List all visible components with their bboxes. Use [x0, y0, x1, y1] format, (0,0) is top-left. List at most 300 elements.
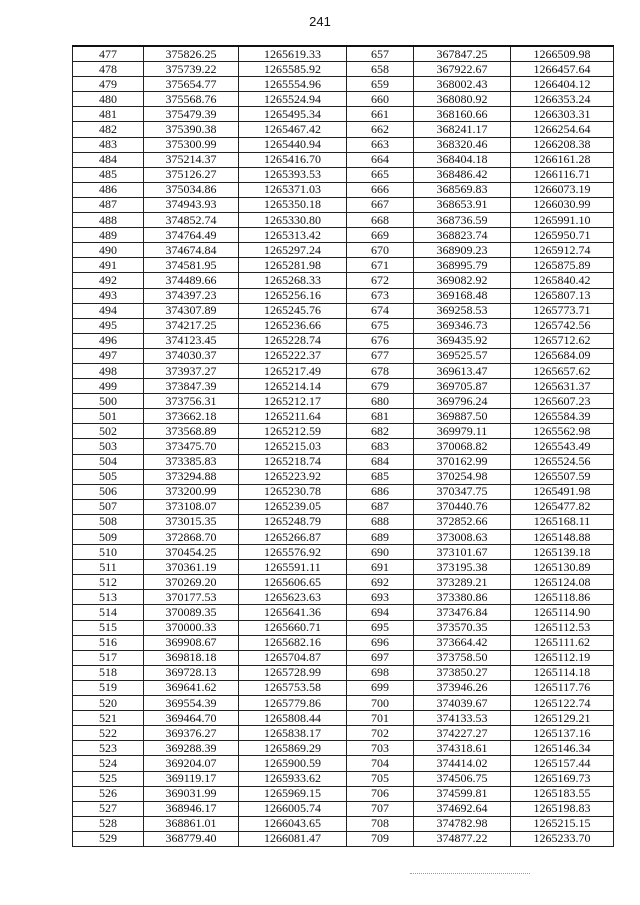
x-coordinate-cell: 370454.25	[144, 545, 239, 560]
point-number-cell: 526	[73, 786, 144, 801]
y-coordinate-cell: 1265183.55	[511, 786, 614, 801]
y-coordinate-cell: 1265684.09	[511, 348, 614, 363]
point-number-cell: 668	[347, 213, 414, 228]
point-number-cell: 522	[73, 726, 144, 741]
y-coordinate-cell: 1265585.92	[239, 62, 347, 77]
x-coordinate-cell: 374227.27	[414, 726, 511, 741]
y-coordinate-cell: 1265248.79	[239, 514, 347, 529]
y-coordinate-cell: 1265350.18	[239, 197, 347, 212]
y-coordinate-cell: 1265591.11	[239, 560, 347, 575]
x-coordinate-cell: 374217.25	[144, 318, 239, 333]
x-coordinate-cell: 370361.19	[144, 560, 239, 575]
x-coordinate-cell: 374852.74	[144, 213, 239, 228]
y-coordinate-cell: 1265169.73	[511, 771, 614, 786]
x-coordinate-cell: 374414.02	[414, 756, 511, 771]
y-coordinate-cell: 1265607.23	[511, 394, 614, 409]
y-coordinate-cell: 1265211.64	[239, 409, 347, 424]
x-coordinate-cell: 374674.84	[144, 243, 239, 258]
y-coordinate-cell: 1265641.36	[239, 605, 347, 620]
y-coordinate-cell: 1265118.86	[511, 590, 614, 605]
table-row	[73, 816, 614, 831]
y-coordinate-cell: 1265157.44	[511, 756, 614, 771]
x-coordinate-cell: 375826.25	[144, 46, 239, 62]
table-row	[73, 122, 614, 137]
point-number-cell: 487	[73, 197, 144, 212]
x-coordinate-cell: 373101.67	[414, 545, 511, 560]
x-coordinate-cell: 374489.66	[144, 273, 239, 288]
y-coordinate-cell: 1265969.15	[239, 786, 347, 801]
point-number-cell: 486	[73, 182, 144, 197]
x-coordinate-cell: 375126.27	[144, 167, 239, 182]
x-coordinate-cell: 369641.62	[144, 680, 239, 695]
point-number-cell: 679	[347, 379, 414, 394]
point-number-cell: 484	[73, 152, 144, 167]
table-row	[73, 243, 614, 258]
point-number-cell: 694	[347, 605, 414, 620]
x-coordinate-cell: 373946.26	[414, 680, 511, 695]
point-number-cell: 516	[73, 635, 144, 650]
x-coordinate-cell: 374123.45	[144, 333, 239, 348]
point-number-cell: 495	[73, 318, 144, 333]
y-coordinate-cell: 1266030.99	[511, 197, 614, 212]
x-coordinate-cell: 370068.82	[414, 439, 511, 454]
x-coordinate-cell: 374039.67	[414, 696, 511, 711]
point-number-cell: 523	[73, 741, 144, 756]
point-number-cell: 493	[73, 288, 144, 303]
y-coordinate-cell: 1265779.86	[239, 696, 347, 711]
y-coordinate-cell: 1266116.71	[511, 167, 614, 182]
x-coordinate-cell: 368823.74	[414, 228, 511, 243]
y-coordinate-cell: 1265623.63	[239, 590, 347, 605]
point-number-cell: 685	[347, 469, 414, 484]
y-coordinate-cell: 1265753.58	[239, 680, 347, 695]
y-coordinate-cell: 1265313.42	[239, 228, 347, 243]
table-row	[73, 575, 614, 590]
table-row	[73, 409, 614, 424]
point-number-cell: 502	[73, 424, 144, 439]
point-number-cell: 708	[347, 816, 414, 831]
table-row	[73, 831, 614, 846]
x-coordinate-cell: 373289.21	[414, 575, 511, 590]
x-coordinate-cell: 374581.95	[144, 258, 239, 273]
y-coordinate-cell: 1265239.05	[239, 499, 347, 514]
y-coordinate-cell: 1265682.16	[239, 635, 347, 650]
x-coordinate-cell: 370000.33	[144, 620, 239, 635]
point-number-cell: 705	[347, 771, 414, 786]
x-coordinate-cell: 370162.99	[414, 454, 511, 469]
point-number-cell: 500	[73, 394, 144, 409]
y-coordinate-cell: 1265212.59	[239, 424, 347, 439]
table-row	[73, 530, 614, 545]
point-number-cell: 695	[347, 620, 414, 635]
y-coordinate-cell: 1265416.70	[239, 152, 347, 167]
point-number-cell: 686	[347, 484, 414, 499]
table-row	[73, 167, 614, 182]
table-row	[73, 499, 614, 514]
x-coordinate-cell: 370089.35	[144, 605, 239, 620]
x-coordinate-cell: 368861.01	[144, 816, 239, 831]
x-coordinate-cell: 369887.50	[414, 409, 511, 424]
point-number-cell: 681	[347, 409, 414, 424]
point-number-cell: 658	[347, 62, 414, 77]
y-coordinate-cell: 1265215.15	[511, 816, 614, 831]
table-row	[73, 514, 614, 529]
y-coordinate-cell: 1265524.56	[511, 454, 614, 469]
point-number-cell: 688	[347, 514, 414, 529]
table-row	[73, 726, 614, 741]
x-coordinate-cell: 367922.67	[414, 62, 511, 77]
x-coordinate-cell: 369288.39	[144, 741, 239, 756]
point-number-cell: 482	[73, 122, 144, 137]
table-row	[73, 454, 614, 469]
x-coordinate-cell: 369908.67	[144, 635, 239, 650]
point-number-cell: 692	[347, 575, 414, 590]
point-number-cell: 704	[347, 756, 414, 771]
table-row	[73, 107, 614, 122]
y-coordinate-cell: 1265148.88	[511, 530, 614, 545]
y-coordinate-cell: 1265606.65	[239, 575, 347, 590]
x-coordinate-cell: 373568.89	[144, 424, 239, 439]
point-number-cell: 661	[347, 107, 414, 122]
x-coordinate-cell: 368653.91	[414, 197, 511, 212]
y-coordinate-cell: 1265268.33	[239, 273, 347, 288]
x-coordinate-cell: 373476.84	[414, 605, 511, 620]
point-number-cell: 517	[73, 650, 144, 665]
x-coordinate-cell: 369796.24	[414, 394, 511, 409]
point-number-cell: 699	[347, 680, 414, 695]
x-coordinate-cell: 369168.48	[414, 288, 511, 303]
x-coordinate-cell: 370254.98	[414, 469, 511, 484]
x-coordinate-cell: 369979.11	[414, 424, 511, 439]
y-coordinate-cell: 1265112.19	[511, 650, 614, 665]
y-coordinate-cell: 1265491.98	[511, 484, 614, 499]
y-coordinate-cell: 1266005.74	[239, 801, 347, 816]
point-number-cell: 669	[347, 228, 414, 243]
point-number-cell: 509	[73, 530, 144, 545]
point-number-cell: 667	[347, 197, 414, 212]
point-number-cell: 700	[347, 696, 414, 711]
point-number-cell: 519	[73, 680, 144, 695]
point-number-cell: 698	[347, 665, 414, 680]
table-row	[73, 484, 614, 499]
x-coordinate-cell: 369818.18	[144, 650, 239, 665]
y-coordinate-cell: 1265584.39	[511, 409, 614, 424]
table-row	[73, 801, 614, 816]
y-coordinate-cell: 1266303.31	[511, 107, 614, 122]
x-coordinate-cell: 374397.23	[144, 288, 239, 303]
table-row	[73, 333, 614, 348]
y-coordinate-cell: 1265236.66	[239, 318, 347, 333]
y-coordinate-cell: 1266509.98	[511, 46, 614, 62]
point-number-cell: 693	[347, 590, 414, 605]
y-coordinate-cell: 1265991.10	[511, 213, 614, 228]
y-coordinate-cell: 1265912.74	[511, 243, 614, 258]
point-number-cell: 676	[347, 333, 414, 348]
x-coordinate-cell: 374318.61	[414, 741, 511, 756]
point-number-cell: 664	[347, 152, 414, 167]
y-coordinate-cell: 1265266.87	[239, 530, 347, 545]
y-coordinate-cell: 1265117.76	[511, 680, 614, 695]
point-number-cell: 481	[73, 107, 144, 122]
table-row	[73, 228, 614, 243]
point-number-cell: 665	[347, 167, 414, 182]
point-number-cell: 697	[347, 650, 414, 665]
y-coordinate-cell: 1266081.47	[239, 831, 347, 846]
y-coordinate-cell: 1265111.62	[511, 635, 614, 650]
x-coordinate-cell: 374877.22	[414, 831, 511, 846]
x-coordinate-cell: 372868.70	[144, 530, 239, 545]
y-coordinate-cell: 1266457.64	[511, 62, 614, 77]
x-coordinate-cell: 375479.39	[144, 107, 239, 122]
x-coordinate-cell: 368002.43	[414, 77, 511, 92]
x-coordinate-cell: 368995.79	[414, 258, 511, 273]
x-coordinate-cell: 374782.98	[414, 816, 511, 831]
y-coordinate-cell: 1265139.18	[511, 545, 614, 560]
y-coordinate-cell: 1265704.87	[239, 650, 347, 665]
table-row	[73, 182, 614, 197]
table-row	[73, 620, 614, 635]
x-coordinate-cell: 368779.40	[144, 831, 239, 846]
x-coordinate-cell: 369082.92	[414, 273, 511, 288]
x-coordinate-cell: 375300.99	[144, 137, 239, 152]
y-coordinate-cell: 1265554.96	[239, 77, 347, 92]
point-number-cell: 687	[347, 499, 414, 514]
point-number-cell: 510	[73, 545, 144, 560]
y-coordinate-cell: 1265198.83	[511, 801, 614, 816]
point-number-cell: 498	[73, 363, 144, 378]
table-row	[73, 348, 614, 363]
point-number-cell: 682	[347, 424, 414, 439]
table-row	[73, 711, 614, 726]
x-coordinate-cell: 368909.23	[414, 243, 511, 258]
y-coordinate-cell: 1265807.13	[511, 288, 614, 303]
x-coordinate-cell: 373662.18	[144, 409, 239, 424]
x-coordinate-cell: 373664.42	[414, 635, 511, 650]
y-coordinate-cell: 1265112.53	[511, 620, 614, 635]
y-coordinate-cell: 1266404.12	[511, 77, 614, 92]
point-number-cell: 506	[73, 484, 144, 499]
y-coordinate-cell: 1265114.90	[511, 605, 614, 620]
point-number-cell: 709	[347, 831, 414, 846]
y-coordinate-cell: 1265215.03	[239, 439, 347, 454]
x-coordinate-cell: 373570.35	[414, 620, 511, 635]
point-number-cell: 479	[73, 77, 144, 92]
point-number-cell: 528	[73, 816, 144, 831]
x-coordinate-cell: 373015.35	[144, 514, 239, 529]
x-coordinate-cell: 368946.17	[144, 801, 239, 816]
y-coordinate-cell: 1265933.62	[239, 771, 347, 786]
point-number-cell: 678	[347, 363, 414, 378]
x-coordinate-cell: 374599.81	[414, 786, 511, 801]
x-coordinate-cell: 368080.92	[414, 92, 511, 107]
x-coordinate-cell: 374307.89	[144, 303, 239, 318]
bottom-dotted-line	[410, 873, 530, 874]
table-row	[73, 152, 614, 167]
y-coordinate-cell: 1266254.64	[511, 122, 614, 137]
x-coordinate-cell: 373385.83	[144, 454, 239, 469]
point-number-cell: 511	[73, 560, 144, 575]
table-row	[73, 741, 614, 756]
x-coordinate-cell: 375034.86	[144, 182, 239, 197]
table-row	[73, 258, 614, 273]
y-coordinate-cell: 1265256.16	[239, 288, 347, 303]
x-coordinate-cell: 373380.86	[414, 590, 511, 605]
x-coordinate-cell: 369554.39	[144, 696, 239, 711]
page-number: 241	[309, 14, 331, 29]
point-number-cell: 492	[73, 273, 144, 288]
table-row	[73, 756, 614, 771]
table-row	[73, 197, 614, 212]
y-coordinate-cell: 1266073.19	[511, 182, 614, 197]
table-row	[73, 303, 614, 318]
y-coordinate-cell: 1265146.34	[511, 741, 614, 756]
point-number-cell: 507	[73, 499, 144, 514]
y-coordinate-cell: 1265228.74	[239, 333, 347, 348]
x-coordinate-cell: 373200.99	[144, 484, 239, 499]
x-coordinate-cell: 369525.57	[414, 348, 511, 363]
x-coordinate-cell: 369204.07	[144, 756, 239, 771]
point-number-cell: 675	[347, 318, 414, 333]
x-coordinate-cell: 374506.75	[414, 771, 511, 786]
table-row	[73, 424, 614, 439]
point-number-cell: 503	[73, 439, 144, 454]
x-coordinate-cell: 373475.70	[144, 439, 239, 454]
point-number-cell: 489	[73, 228, 144, 243]
y-coordinate-cell: 1265660.71	[239, 620, 347, 635]
y-coordinate-cell: 1265168.11	[511, 514, 614, 529]
y-coordinate-cell: 1265900.59	[239, 756, 347, 771]
point-number-cell: 702	[347, 726, 414, 741]
table-row	[73, 137, 614, 152]
x-coordinate-cell: 375739.22	[144, 62, 239, 77]
x-coordinate-cell: 373850.27	[414, 665, 511, 680]
point-number-cell: 485	[73, 167, 144, 182]
point-number-cell: 518	[73, 665, 144, 680]
y-coordinate-cell: 1265114.18	[511, 665, 614, 680]
y-coordinate-cell: 1265808.44	[239, 711, 347, 726]
point-number-cell: 670	[347, 243, 414, 258]
x-coordinate-cell: 368736.59	[414, 213, 511, 228]
x-coordinate-cell: 373847.39	[144, 379, 239, 394]
point-number-cell: 701	[347, 711, 414, 726]
y-coordinate-cell: 1265222.37	[239, 348, 347, 363]
x-coordinate-cell: 375654.77	[144, 77, 239, 92]
x-coordinate-cell: 369119.17	[144, 771, 239, 786]
table-row	[73, 665, 614, 680]
point-number-cell: 689	[347, 530, 414, 545]
x-coordinate-cell: 370440.76	[414, 499, 511, 514]
table-row	[73, 394, 614, 409]
table-row	[73, 439, 614, 454]
x-coordinate-cell: 369031.99	[144, 786, 239, 801]
table-row	[73, 560, 614, 575]
y-coordinate-cell: 1265212.17	[239, 394, 347, 409]
y-coordinate-cell: 1265371.03	[239, 182, 347, 197]
point-number-cell: 690	[347, 545, 414, 560]
x-coordinate-cell: 373008.63	[414, 530, 511, 545]
x-coordinate-cell: 373937.27	[144, 363, 239, 378]
x-coordinate-cell: 369435.92	[414, 333, 511, 348]
y-coordinate-cell: 1265562.98	[511, 424, 614, 439]
point-number-cell: 680	[347, 394, 414, 409]
table-row	[73, 379, 614, 394]
x-coordinate-cell: 374943.93	[144, 197, 239, 212]
x-coordinate-cell: 369464.70	[144, 711, 239, 726]
point-number-cell: 677	[347, 348, 414, 363]
x-coordinate-cell: 375390.38	[144, 122, 239, 137]
y-coordinate-cell: 1265297.24	[239, 243, 347, 258]
point-number-cell: 666	[347, 182, 414, 197]
y-coordinate-cell: 1265838.17	[239, 726, 347, 741]
y-coordinate-cell: 1265122.74	[511, 696, 614, 711]
point-number-cell: 490	[73, 243, 144, 258]
x-coordinate-cell: 368404.18	[414, 152, 511, 167]
point-number-cell: 491	[73, 258, 144, 273]
point-number-cell: 477	[73, 46, 144, 62]
point-number-cell: 529	[73, 831, 144, 846]
point-number-cell: 683	[347, 439, 414, 454]
table-row	[73, 635, 614, 650]
table-row	[73, 605, 614, 620]
y-coordinate-cell: 1265712.62	[511, 333, 614, 348]
point-number-cell: 514	[73, 605, 144, 620]
x-coordinate-cell: 368241.17	[414, 122, 511, 137]
x-coordinate-cell: 369376.27	[144, 726, 239, 741]
coordinates-table-body	[73, 46, 614, 846]
y-coordinate-cell: 1265124.08	[511, 575, 614, 590]
x-coordinate-cell: 368569.83	[414, 182, 511, 197]
y-coordinate-cell: 1265631.37	[511, 379, 614, 394]
point-number-cell: 707	[347, 801, 414, 816]
table-row	[73, 545, 614, 560]
table-row	[73, 92, 614, 107]
y-coordinate-cell: 1265137.16	[511, 726, 614, 741]
y-coordinate-cell: 1265393.53	[239, 167, 347, 182]
point-number-cell: 684	[347, 454, 414, 469]
x-coordinate-cell: 375214.37	[144, 152, 239, 167]
y-coordinate-cell: 1265230.78	[239, 484, 347, 499]
y-coordinate-cell: 1265619.33	[239, 46, 347, 62]
point-number-cell: 524	[73, 756, 144, 771]
y-coordinate-cell: 1265440.94	[239, 137, 347, 152]
x-coordinate-cell: 374030.37	[144, 348, 239, 363]
point-number-cell: 671	[347, 258, 414, 273]
y-coordinate-cell: 1265281.98	[239, 258, 347, 273]
y-coordinate-cell: 1265223.92	[239, 469, 347, 484]
table-row	[73, 650, 614, 665]
table-row	[73, 273, 614, 288]
x-coordinate-cell: 368320.46	[414, 137, 511, 152]
y-coordinate-cell: 1265543.49	[511, 439, 614, 454]
point-number-cell: 673	[347, 288, 414, 303]
point-number-cell: 501	[73, 409, 144, 424]
x-coordinate-cell: 368160.66	[414, 107, 511, 122]
y-coordinate-cell: 1265950.71	[511, 228, 614, 243]
x-coordinate-cell: 368486.42	[414, 167, 511, 182]
y-coordinate-cell: 1266208.38	[511, 137, 614, 152]
point-number-cell: 508	[73, 514, 144, 529]
table-row	[73, 77, 614, 92]
x-coordinate-cell: 374133.53	[414, 711, 511, 726]
y-coordinate-cell: 1265742.56	[511, 318, 614, 333]
table-row	[73, 786, 614, 801]
table-row	[73, 213, 614, 228]
x-coordinate-cell: 370177.53	[144, 590, 239, 605]
point-number-cell: 480	[73, 92, 144, 107]
y-coordinate-cell: 1265130.89	[511, 560, 614, 575]
y-coordinate-cell: 1265728.99	[239, 665, 347, 680]
point-number-cell: 660	[347, 92, 414, 107]
